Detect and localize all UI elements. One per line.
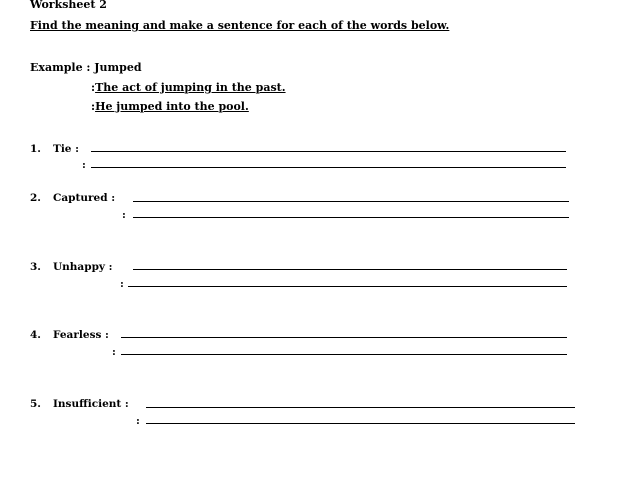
item-3-sentence-line[interactable]: [128, 286, 567, 287]
item-1-colon: :: [82, 159, 86, 171]
item-4-meaning-line[interactable]: [121, 337, 567, 338]
example-label: Example : Jumped: [30, 61, 142, 74]
example-meaning-colon: :: [91, 81, 96, 94]
example-sentence-colon: :: [91, 100, 96, 113]
item-1-sentence-line[interactable]: [91, 167, 566, 168]
worksheet-title: Worksheet 2: [30, 0, 107, 11]
item-3-number: 3.: [30, 261, 41, 273]
item-3-word: Unhappy :: [53, 261, 113, 273]
example-meaning-text: The act of jumping in the past.: [95, 81, 286, 94]
item-1-number: 1.: [30, 143, 41, 155]
item-2-meaning-line[interactable]: [133, 201, 569, 202]
example-sentence-text: He jumped into the pool.: [95, 100, 249, 113]
item-5-meaning-line[interactable]: [146, 407, 575, 408]
example-meaning: [91, 82, 286, 93]
item-2-sentence-line[interactable]: [133, 217, 569, 218]
item-4-colon: :: [112, 346, 116, 358]
item-5-sentence-line[interactable]: [146, 423, 575, 424]
item-4-word: Fearless :: [53, 329, 109, 341]
item-4-sentence-line[interactable]: [121, 354, 567, 355]
item-3-colon: :: [120, 278, 124, 290]
example-sentence: [91, 101, 249, 112]
item-5-colon: :: [136, 415, 140, 427]
item-2-word: Captured :: [53, 192, 116, 204]
item-5-word: Insufficient :: [53, 398, 129, 410]
item-1-meaning-line[interactable]: [91, 151, 566, 152]
item-5-number: 5.: [30, 398, 41, 410]
item-2-number: 2.: [30, 192, 41, 204]
item-1-word: Tie :: [53, 143, 80, 155]
instruction-text: Find the meaning and make a sentence for each of the words below.: [30, 19, 450, 32]
item-3-meaning-line[interactable]: [133, 269, 567, 270]
item-2-colon: :: [122, 209, 126, 221]
item-4-number: 4.: [30, 329, 41, 341]
